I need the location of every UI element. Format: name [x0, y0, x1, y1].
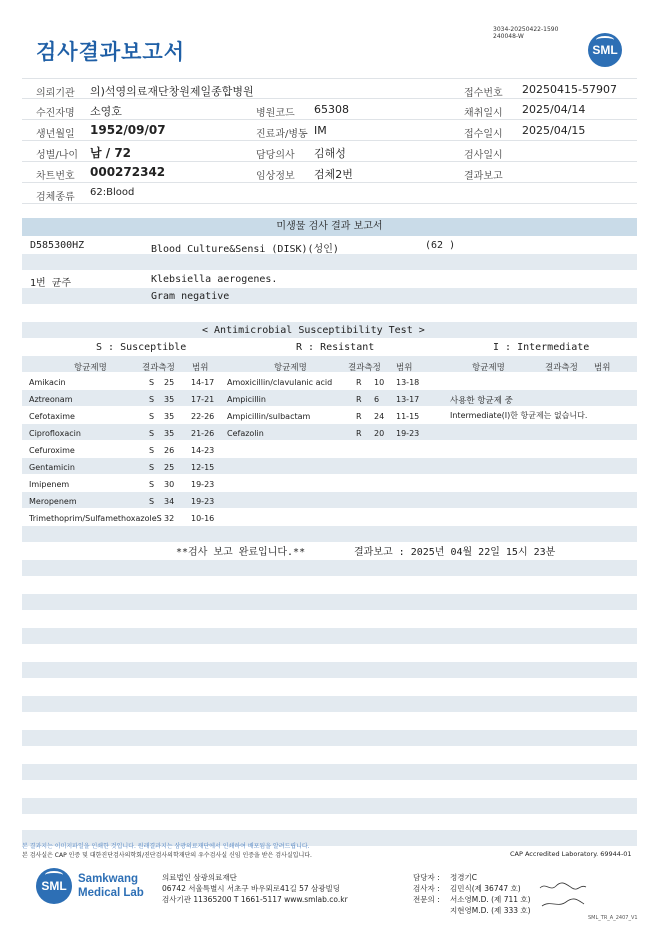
label-requester: 의뢰기관 [36, 88, 75, 99]
drug-result: S [149, 378, 155, 387]
drug-value: 35 [164, 429, 175, 438]
drug-result: S [149, 412, 155, 421]
drug-result: R [356, 378, 362, 387]
drug-value: 10 [374, 378, 385, 387]
label-receipt-date: 접수일시 [464, 129, 503, 140]
header-range: 범위 [192, 363, 209, 373]
logo-text: SML [592, 43, 618, 57]
gram-stain: Gram negative [151, 291, 230, 302]
header-range: 범위 [396, 363, 413, 373]
report-complete: **검사 보고 완료입니다.** [176, 547, 306, 558]
value-birthdate: 1952/09/07 [90, 123, 166, 137]
drug-name: Aztreonam [29, 395, 73, 404]
cap-accreditation: CAP Accredited Laboratory. 69944-01 [510, 850, 632, 858]
drug-range: 19-23 [396, 429, 420, 438]
organization-address: 06742 서울특별시 서초구 바우뫼로41길 57 삼광빌딩 [162, 884, 341, 893]
drug-range: 14-23 [191, 446, 215, 455]
value-chart-number: 000272342 [90, 165, 166, 179]
document-id-line: 240048-W [493, 33, 524, 40]
drug-result: S [149, 463, 155, 472]
label-doctor: 담당의사 [256, 150, 295, 161]
value-sex-age: 남 / 72 [90, 146, 132, 160]
label-clinical-info: 임상정보 [256, 171, 295, 182]
stripe [22, 764, 637, 780]
value-department: IM [314, 124, 327, 137]
drug-value: 26 [164, 446, 175, 455]
drug-name: Cefazolin [227, 429, 264, 438]
drug-value: 35 [164, 395, 175, 404]
label-chart-number: 차트번호 [36, 171, 75, 182]
drug-value: 6 [374, 395, 380, 404]
label-hospital-code: 병원코드 [256, 108, 295, 119]
page-title: 검사결과보고서 [36, 40, 186, 64]
header-drug: 항균제명 [274, 363, 307, 373]
staff-label-tester: 검사자 : [413, 884, 440, 893]
test-name: Blood Culture&Sensi (DISK)(성인) [151, 244, 339, 255]
header-drug: 항균제명 [472, 363, 505, 373]
drug-result: S [149, 429, 155, 438]
signature-image [538, 878, 588, 912]
drug-name: Ciprofloxacin [29, 429, 81, 438]
info-row [22, 99, 637, 120]
drug-range: 19-23 [191, 480, 215, 489]
label-sex-age: 성별/나이 [36, 150, 79, 161]
organism-label: 1번 균주 [30, 278, 72, 289]
stripe [22, 254, 637, 270]
document-id-line: 3034-20250422-1590 [493, 26, 559, 33]
drug-range: 22-26 [191, 412, 215, 421]
header-result: 결과측정 [142, 363, 175, 373]
label-department: 진료과/병동 [256, 129, 308, 140]
report-time: 결과보고 : 2025년 04월 22일 15시 23분 [354, 547, 556, 558]
test-number: (62 ) [425, 240, 456, 251]
logo-text: SML [41, 879, 67, 893]
drug-name: Gentamicin [29, 463, 75, 472]
drug-result: S [149, 395, 155, 404]
label-test-date: 검사일시 [464, 150, 503, 161]
drug-range: 21-26 [191, 429, 215, 438]
organism-name: Klebsiella aerogenes. [151, 274, 278, 285]
drug-name: Amikacin [29, 378, 66, 387]
drug-range: 13-17 [396, 395, 420, 404]
drug-result: R [356, 395, 362, 404]
value-hospital-code: 65308 [314, 103, 349, 116]
drug-result: R [356, 412, 362, 421]
test-code: D585300HZ [30, 240, 85, 251]
drug-name: Amoxicillin/clavulanic acid [227, 378, 333, 387]
intermediate-note-1: 사용한 항균제 중 [450, 396, 513, 406]
ast-title: < Antimicrobial Susceptibility Test > [202, 325, 425, 336]
stripe [22, 492, 637, 508]
drug-value: 35 [164, 412, 175, 421]
stripe [22, 424, 637, 440]
document-id [493, 26, 558, 40]
info-row [22, 183, 637, 204]
brand-line: Medical Lab [78, 887, 144, 899]
value-accession: 20250415-57907 [522, 83, 617, 96]
info-row [22, 78, 637, 99]
drug-result: R [356, 429, 362, 438]
stripe [22, 458, 637, 474]
patient-info-table [22, 78, 637, 204]
drug-value: 32 [164, 514, 175, 523]
value-patient-name: 소영호 [90, 105, 122, 118]
organization-name: 의료법인 삼광의료재단 [162, 873, 237, 882]
drug-value: 20 [374, 429, 385, 438]
drug-range: 10-16 [191, 514, 215, 523]
legend-intermediate: I : Intermediate [493, 342, 590, 353]
drug-name: Cefuroxime [29, 446, 75, 455]
stripe [22, 798, 637, 814]
stripe [22, 696, 637, 712]
drug-name: Cefotaxime [29, 412, 75, 421]
staff-specialist-2: 지현영M.D. (제 333 호) [450, 906, 531, 915]
brand-name [78, 872, 144, 900]
staff-specialist-1: 서소영M.D. (제 711 호) [450, 895, 531, 904]
info-row [22, 120, 637, 141]
stripe [22, 662, 637, 678]
value-collection-date: 2025/04/14 [522, 103, 586, 116]
label-accession: 접수번호 [464, 88, 503, 99]
legend-resistant: R : Resistant [296, 342, 375, 353]
value-clinical-info: 검체2번 [314, 168, 353, 181]
stripe [22, 730, 637, 746]
notice-image-print: 본 결과지는 이미지파일을 인쇄한 것입니다. 원래결과지는 삼광의료재단에서 인쇄하여 배포됨을 알려드립니다. [22, 843, 310, 850]
label-birthdate: 생년월일 [36, 129, 75, 140]
staff-manager: 정경기C [450, 873, 477, 882]
value-requester: 의)석영의료재단창원제일종합병원 [90, 85, 254, 98]
header-drug: 항균제명 [74, 363, 107, 373]
stripe [22, 390, 637, 406]
drug-name: Imipenem [29, 480, 70, 489]
drug-name: Trimethoprim/SulfamethoxazoleS [29, 514, 162, 523]
label-patient-name: 수진자명 [36, 108, 75, 119]
stripe [22, 628, 637, 644]
value-specimen: 62:Blood [90, 187, 135, 198]
stripe [22, 594, 637, 610]
drug-value: 34 [164, 497, 175, 506]
drug-range: 14-17 [191, 378, 215, 387]
form-id: SML_TR_A_2407_V1 [588, 915, 638, 921]
organization-contact: 검사기관 11365200 T 1661-5117 www.smlab.co.kr [162, 895, 348, 904]
drug-name: Ampicillin/sulbactam [227, 412, 311, 421]
info-row [22, 141, 637, 162]
info-row [22, 162, 637, 183]
drug-name: Meropenem [29, 497, 77, 506]
drug-range: 19-23 [191, 497, 215, 506]
brand-line: Samkwang [78, 873, 139, 885]
staff-label-manager: 담당자 : [413, 873, 440, 882]
value-receipt-date: 2025/04/15 [522, 124, 586, 137]
notice-accreditation: 본 검사실은 CAP 인증 및 대한진단검사의학회/진단검사의학재단의 우수검사실 신임 인증을 받은 검사실입니다. [22, 852, 312, 859]
drug-result: S [149, 480, 155, 489]
drug-value: 24 [374, 412, 385, 421]
stripe [22, 526, 637, 542]
header-result: 결과측정 [545, 363, 578, 373]
drug-result: S [149, 497, 155, 506]
label-specimen: 검체종류 [36, 192, 75, 203]
header-result: 결과측정 [348, 363, 381, 373]
label-collection-date: 채취일시 [464, 108, 503, 119]
stripe [22, 288, 637, 304]
drug-range: 17-21 [191, 395, 215, 404]
samkwang-logo [36, 868, 72, 904]
drug-value: 25 [164, 463, 175, 472]
staff-label-specialist: 전문의 : [413, 895, 440, 904]
drug-range: 11-15 [396, 412, 420, 421]
staff-tester: 김민식(제 36747 호) [450, 884, 521, 893]
drug-value: 25 [164, 378, 175, 387]
drug-value: 30 [164, 480, 175, 489]
report-title: 미생물 검사 결과 보고서 [22, 218, 637, 236]
drug-range: 13-18 [396, 378, 420, 387]
header-range: 범위 [594, 363, 611, 373]
drug-result: S [149, 446, 155, 455]
drug-name: Ampicillin [227, 395, 266, 404]
legend-susceptible: S : Susceptible [96, 342, 187, 353]
drug-range: 12-15 [191, 463, 215, 472]
stripe [22, 560, 637, 576]
label-report-status: 결과보고 [464, 171, 503, 182]
intermediate-note-2: Intermediate(I)한 항균제는 없습니다. [450, 411, 588, 420]
sml-logo [588, 33, 622, 67]
value-doctor: 김해성 [314, 147, 346, 160]
